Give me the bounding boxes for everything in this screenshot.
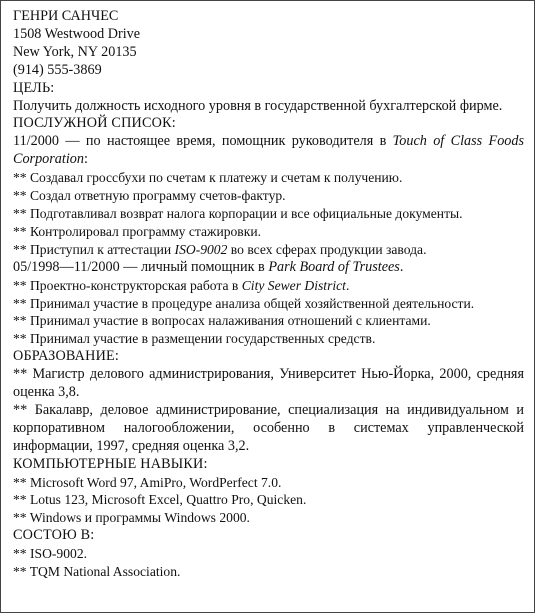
job-1-period: 11/2000 — по настоящее время, помощник руководителя в [13, 133, 393, 150]
skills-item: ** Windows и программы Windows 2000. [13, 510, 250, 526]
memberships-heading: СОСТОЮ В: [13, 527, 95, 544]
job-2-title [13, 259, 524, 277]
membership-item: ** ISO-9002. [13, 546, 88, 562]
education-item: ** Бакалавр, деловое администрирование, специализация на индивидуальном и корпоративном налогообложении, особенно в системах управленческой информации, 1997, средняя оценка 3,2. [13, 401, 524, 454]
bullet-text: ** Проектно-конструкторская работа в [13, 277, 242, 293]
resume-name: ГЕНРИ САНЧЕС [13, 8, 119, 24]
job-1-bullet: ** Создал ответную программу счетов-фактур. [13, 188, 286, 204]
education-item: ** Магистр делового администрирования, Университет Нью-Йорка, 2000, средняя оценка 3,8. [13, 366, 524, 401]
objective-text: Получить должность исходного уровня в государственной бухгалтерской фирме. [13, 97, 503, 114]
skills-heading: КОМПЬЮТЕРНЫЕ НАВЫКИ: [13, 455, 208, 472]
job-2-bullet: ** Принимал участие в процедуре анализа общей хозяйственной деятельности. [13, 295, 475, 311]
job-2-bullet-design [13, 277, 524, 295]
resume-city: New York, NY 20135 [13, 43, 137, 60]
job-1-bullet: ** Создавал гроссбухи по счетам к платежу и счетам к получению. [13, 170, 403, 186]
job-1-company: Touch of Class Foods Corporation [13, 133, 524, 168]
objective-heading: ЦЕЛЬ: [13, 79, 55, 96]
job-2-company: Park Board of Trustees [268, 258, 400, 275]
education-heading: ОБРАЗОВАНИЕ: [13, 348, 120, 365]
skills-item: ** Microsoft Word 97, AmiPro, WordPerfect 7.0. [13, 474, 282, 490]
resume-address: 1508 Westwood Drive [13, 25, 141, 42]
job-1-bullet-iso [13, 241, 524, 259]
bullet-text: ** Приступил к аттестации [13, 241, 175, 257]
skills-item: ** Lotus 123, Microsoft Excel, Quattro Pro, Quicken. [13, 492, 307, 508]
resume-phone: (914) 555-3869 [13, 61, 102, 78]
job-2-period: 05/1998—11/2000 — личный помощник в [13, 258, 269, 275]
job-2-suffix: . [399, 258, 404, 275]
bullet-text: во всех сферах продукции завода. [227, 241, 427, 257]
bullet-emphasis: City Sewer District [241, 277, 346, 293]
job-1-title [13, 133, 524, 169]
job-1-bullet: ** Подготавливал возврат налога корпорации и все официальные документы. [13, 205, 463, 221]
bullet-emphasis: ISO-9002 [174, 241, 228, 257]
membership-item: ** TQM National Association. [13, 564, 181, 580]
job-2-bullet: ** Принимал участие в размещении государственных средств. [13, 331, 376, 347]
experience-heading: ПОСЛУЖНОЙ СПИСОК: [13, 115, 176, 132]
bullet-text: . [345, 277, 350, 293]
job-1-suffix: : [83, 151, 88, 168]
job-2-bullet: ** Принимал участие в вопросах налаживания отношений с клиентами. [13, 313, 431, 329]
job-1-bullet: ** Контролировал программу стажировки. [13, 223, 262, 239]
